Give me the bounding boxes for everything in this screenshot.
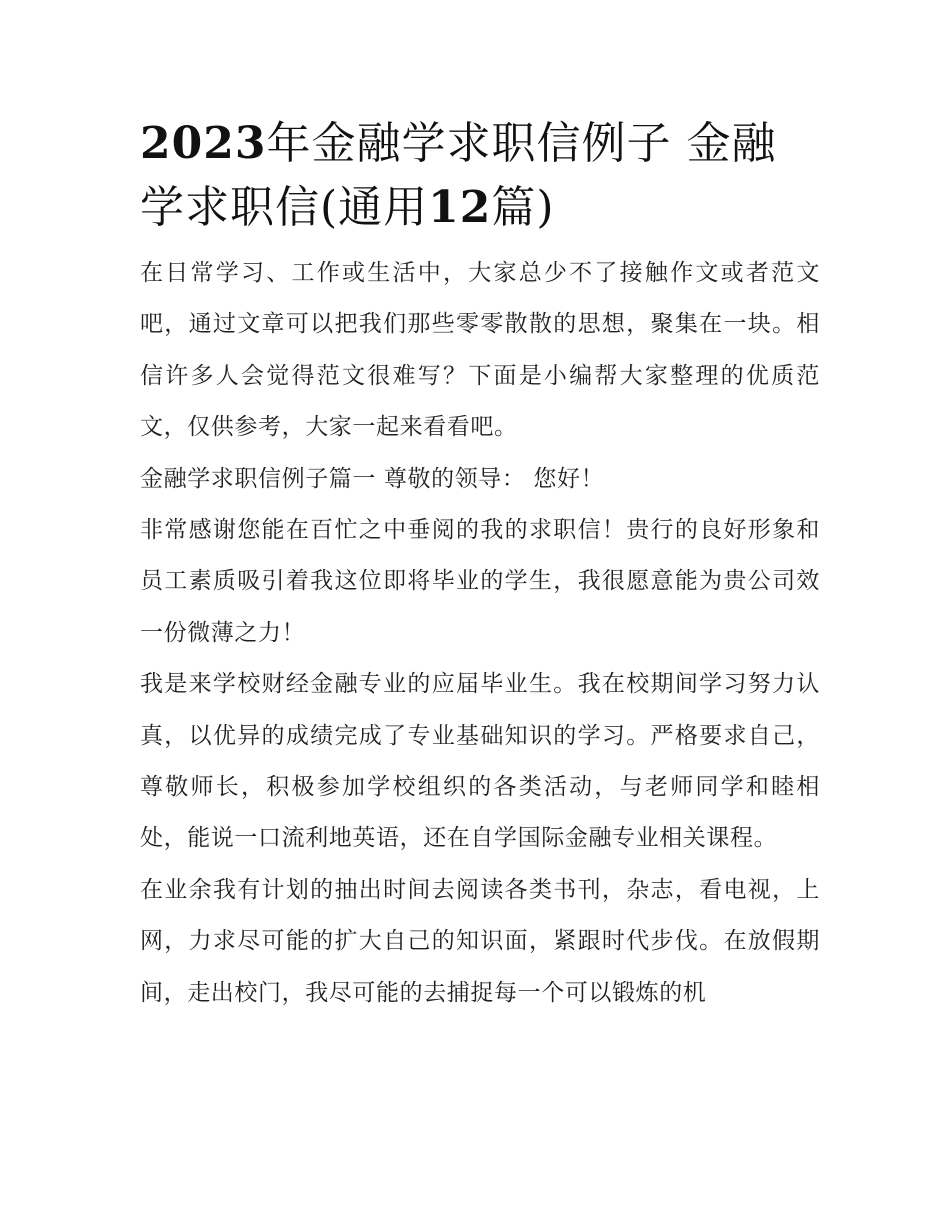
paragraph-extracurricular: 在业余我有计划的抽出时间去阅读各类书刊，杂志，看电视，上网，力求尽可能的扩大自己的知识面，紧跟时代步伐。在放假期间，走出校门，我尽可能的去捕捉每一个可以锻炼的机	[140, 876, 820, 1006]
document-title	[140, 112, 820, 240]
paragraph-intro: 在日常学习、工作或生活中，大家总少不了接触作文或者范文吧，通过文章可以把我们那些零零散散的思想，聚集在一块。相信许多人会觉得范文很难写？下面是小编帮大家整理的优质范文，仅供参考，大家一起来看看吧。	[140, 260, 820, 441]
title-year: 2023	[140, 118, 267, 169]
paragraph-thanks: 非常感谢您能在百忙之中垂阅的我的求职信！贵行的良好形象和员工素质吸引着我这位即将毕业的学生，我很愿意能为贵公司效一份微薄之力！	[140, 517, 820, 646]
title-count: 12	[428, 182, 492, 233]
title-suffix: 篇)	[491, 182, 555, 233]
paragraph-salutation: 金融学求职信例子篇一 尊敬的领导： 您好！	[140, 465, 605, 492]
title-text: 年金融学求职信例子 金融学求职信(通用	[140, 118, 777, 233]
paragraph-self-introduction: 我是来学校财经金融专业的应届毕业生。我在校期间学习努力认真，以优异的成绩完成了专业基础知识的学习。严格要求自己，尊敬师长，积极参加学校组织的各类活动，与老师同学和睦相处，能说一口流利地英语，还在自学国际金融专业相关课程。	[140, 671, 820, 852]
document-body	[140, 112, 820, 1019]
